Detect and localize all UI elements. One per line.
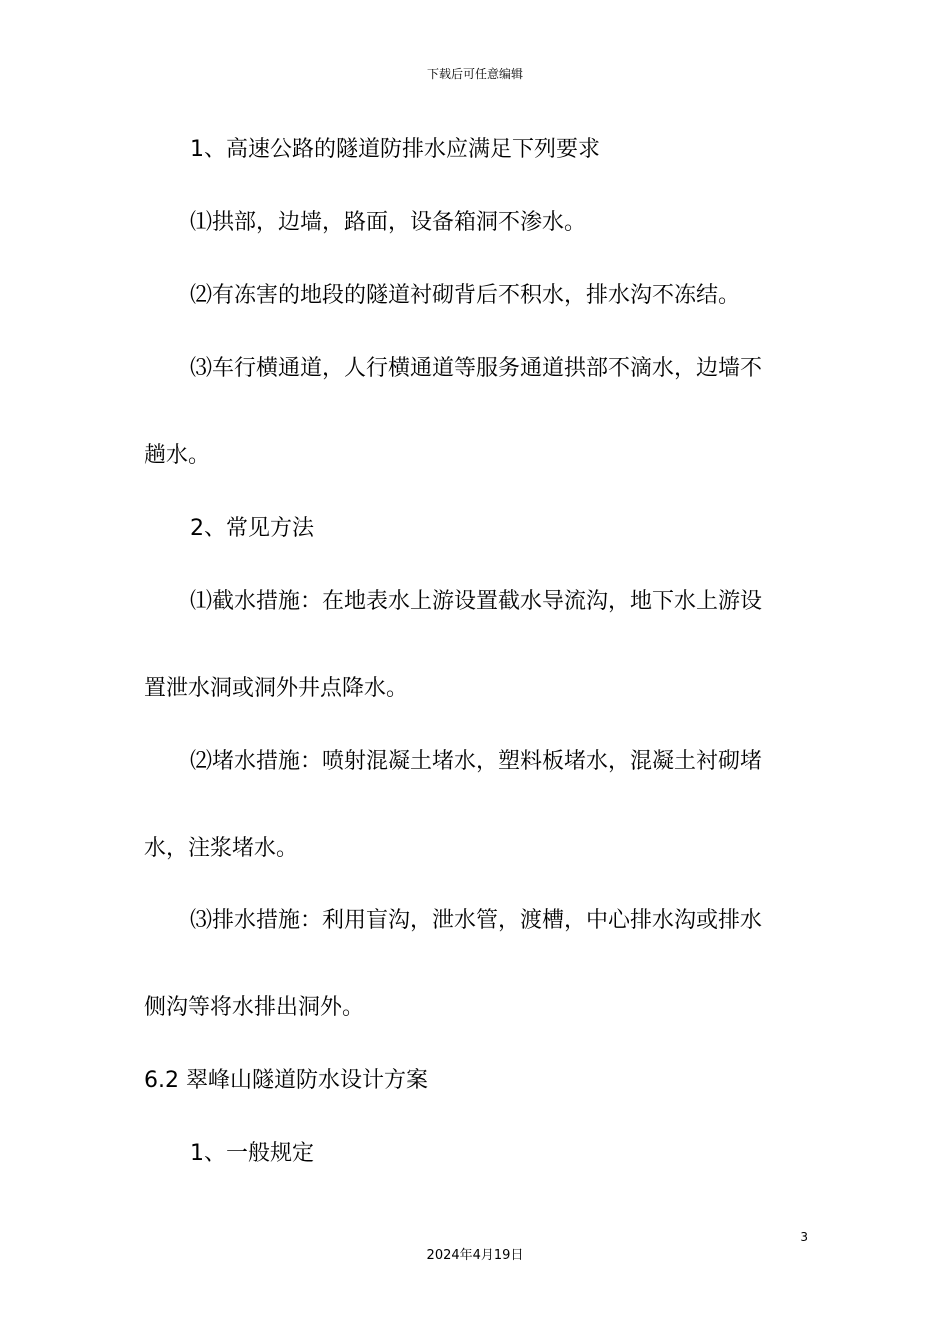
page-number: 3 bbox=[800, 1230, 808, 1244]
text-line: 侧沟等将水排出洞外。 bbox=[144, 995, 365, 1020]
text-line: ⑴拱部，边墙，路面，设备箱洞不渗水。 bbox=[190, 210, 587, 235]
text-line: ⑶车行横通道，人行横通道等服务通道拱部不滴水，边墙不 bbox=[190, 356, 763, 381]
text-line: 1、高速公路的隧道防排水应满足下列要求 bbox=[190, 137, 600, 162]
section-heading: 6.2 翠峰山隧道防水设计方案 bbox=[144, 1068, 428, 1093]
text-line: ⑶排水措施：利用盲沟，泄水管，渡槽，中心排水沟或排水 bbox=[190, 908, 763, 933]
text-line: 2、常见方法 bbox=[190, 516, 314, 541]
text-line: ⑴截水措施：在地表水上游设置截水导流沟，地下水上游设 bbox=[190, 589, 763, 614]
text-line: 趟水。 bbox=[144, 443, 211, 468]
text-line: 1、一般规定 bbox=[190, 1141, 314, 1166]
page-footer-date: 2024年4月19日 bbox=[426, 1248, 524, 1263]
page-header: 下载后可任意编辑 bbox=[426, 67, 523, 81]
text-line: ⑵有冻害的地段的隧道衬砌背后不积水，排水沟不冻结。 bbox=[190, 283, 741, 308]
text-line: 置泄水洞或洞外井点降水。 bbox=[144, 676, 409, 701]
text-line: 水，注浆堵水。 bbox=[144, 836, 299, 861]
text-line: ⑵堵水措施：喷射混凝土堵水，塑料板堵水，混凝土衬砌堵 bbox=[190, 749, 763, 774]
